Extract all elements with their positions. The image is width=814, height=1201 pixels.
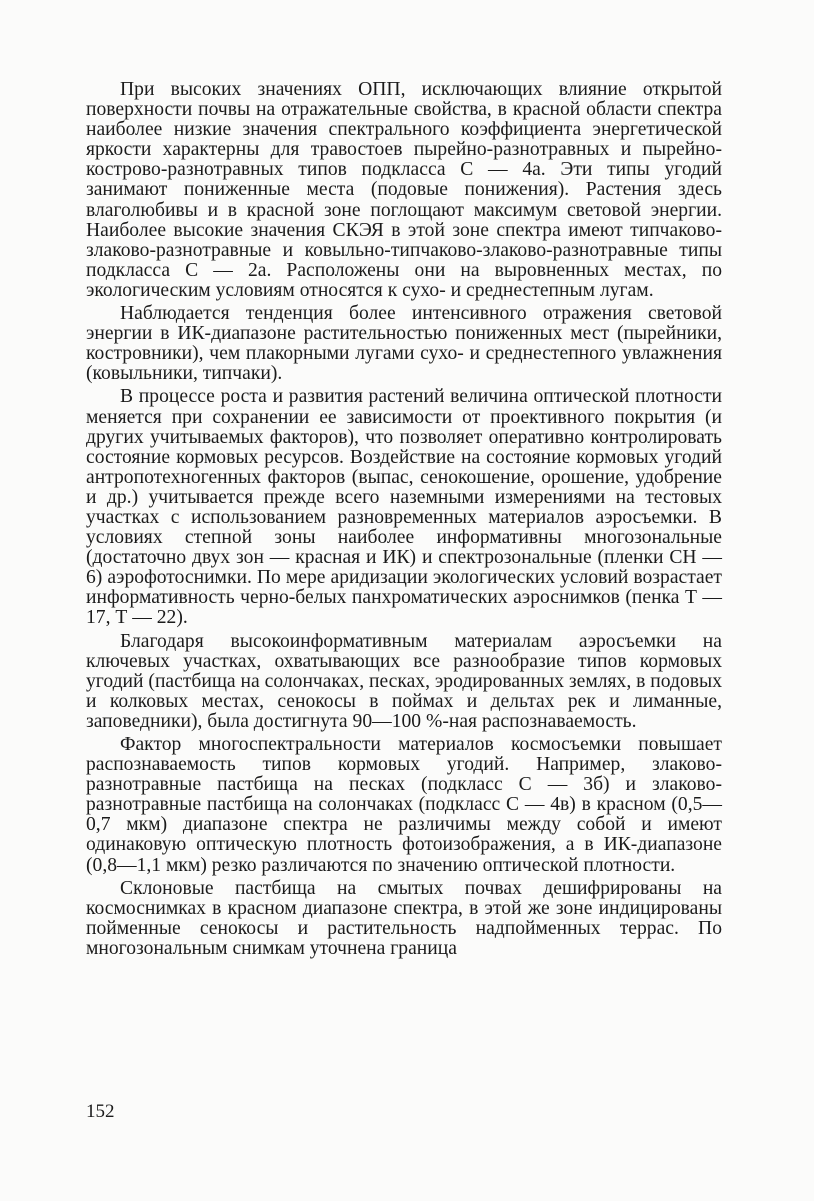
paragraph-3: В процессе роста и развития растений величина оптической плотности меняется при сохранении ее зависимости от проективного покрытия (и других учитываемых факторов), что позволяет оперативно контролировать состояние кормовых ресурсов. Воздействие на состояние кормовых угодий антропотехногенных факторов (выпас, сенокошение, орошение, удобрение и др.) учитывается прежде всего наземными измерениями на тестовых участках с использованием разновременных материалов аэросъемки. В условиях степной зоны наиболее информативны многозональные (достаточно двух зон — красная и ИК) и спектрозональные (пленки СН — 6) аэрофотоснимки. По мере аридизации экологических условий возрастает информативность черно-белых панхроматических аэроснимков (пенка Т — 17, Т — 22). xyxy=(86,386,722,629)
body-text xyxy=(86,80,722,962)
paragraph-4: Благодаря высокоинформативным материалам аэросъемки на ключевых участках, охватывающих все разнообразие типов кормовых угодий (пастбища на солончаках, песках, эродированных землях, в подовых и колковых местах, сенокосы в поймах и дельтах рек и лиманные, заповедники), была достигнута 90—100 %-ная распознаваемость. xyxy=(86,630,722,732)
paragraph-1: При высоких значениях ОПП, исключающих влияние открытой поверхности почвы на отражательные свойства, в красной области спектра наиболее низкие значения спектрального коэффициента энергетической яркости характерны для травостоев пырейно-разнотравных и пырейно-кострово-разнотравных типов подкласса С — 4а. Эти типы угодий занимают пониженные места (подовые понижения). Растения здесь влаголюбивы и в красной зоне поглощают максимум световой энергии. Наиболее высокие значения СКЭЯ в этой зоне спектра имеют типчаково-злаково-разнотравные и ковыльно-типчаково-злаково-разнотравные типы подкласса С — 2а. Расположены они на выровненных местах, по экологическим условиям относятся к сухо- и среднестепным лугам. xyxy=(86,79,722,301)
paragraph-5: Фактор многоспектральности материалов космосъемки повышает распознаваемость типов кормовых угодий. Например, злаково-разнотравные пастбища на песках (подкласс С — 3б) и злаково-разнотравные пастбища на солончаках (подкласс С — 4в) в красном (0,5—0,7 мкм) диапазоне спектра не различимы между собой и имеют одинаковую оптическую плотность фотоизображения, а в ИК-диапазоне (0,8—1,1 мкм) резко различаются по значению оптической плотности. xyxy=(86,734,722,876)
paragraph-6: Склоновые пастбища на смытых почвах дешифрированы на космоснимках в красном диапазоне спектра, в этой же зоне индицированы пойменные сенокосы и растительность надпойменных террас. По многозональным снимкам уточнена граница xyxy=(86,877,722,959)
paragraph-2: Наблюдается тенденция более интенсивного отражения световой энергии в ИК-диапазоне растительностью пониженных мест (пырейники, костровники), чем плакорными лугами сухо- и среднестепного увлажнения (ковыльники, типчаки). xyxy=(86,303,722,385)
page-number: 152 xyxy=(86,1101,115,1122)
